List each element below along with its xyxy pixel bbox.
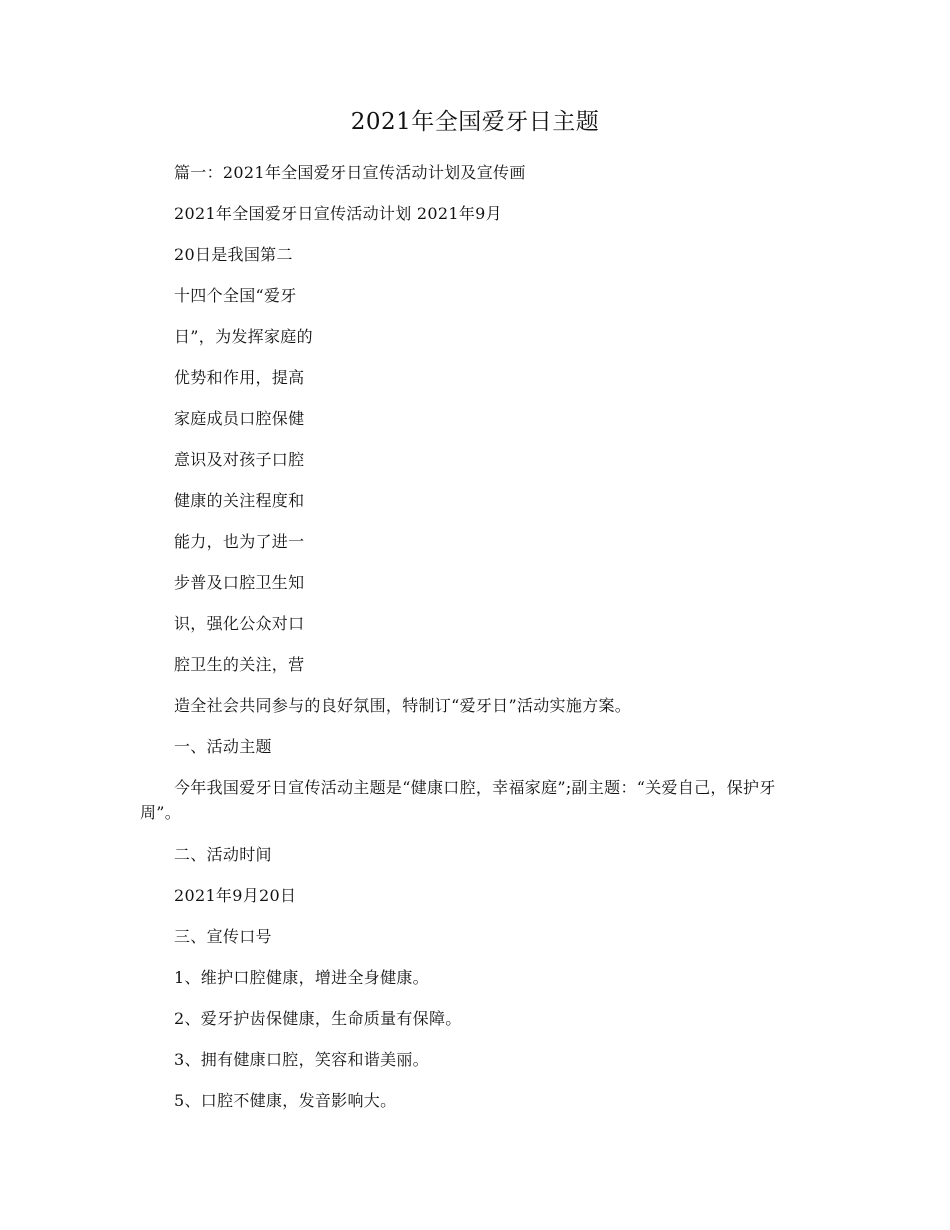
section-heading-time: 二、活动时间 bbox=[174, 845, 272, 864]
paragraph-5: 日”，为发挥家庭的 bbox=[174, 327, 313, 346]
slogan-item: 1、维护口腔健康，增进全身健康。 bbox=[174, 968, 429, 987]
paragraph-10: 能力，也为了进一 bbox=[174, 532, 305, 551]
paragraph-3: 20日是我国第二 bbox=[174, 245, 293, 264]
paragraph-14: 造全社会共同参与的良好氛围，特制订“爱牙日”活动实施方案。 bbox=[174, 696, 632, 715]
paragraph-8: 意识及对孩子口腔 bbox=[174, 450, 305, 469]
paragraph-9: 健康的关注程度和 bbox=[174, 491, 305, 510]
slogan-item: 2、爱牙护齿保健康，生命质量有保障。 bbox=[174, 1009, 462, 1028]
paragraph-12: 识，强化公众对口 bbox=[174, 614, 305, 633]
paragraph-2: 2021年全国爱牙日宣传活动计划 2021年9月 bbox=[174, 204, 502, 223]
paragraph-11: 步普及口腔卫生知 bbox=[174, 573, 305, 592]
paragraph-1: 篇一：2021年全国爱牙日宣传活动计划及宣传画 bbox=[174, 163, 526, 182]
section-heading-slogans: 三、宣传口号 bbox=[174, 927, 272, 946]
slogan-item: 3、拥有健康口腔，笑容和谐美丽。 bbox=[174, 1050, 429, 1069]
paragraph-7: 家庭成员口腔保健 bbox=[174, 409, 305, 428]
paragraph-theme-body: 今年我国爱牙日宣传活动主题是“健康口腔，幸福家庭”;副主题：“关爱自己，保护牙周”。 bbox=[140, 778, 776, 822]
document-title: 2021年全国爱牙日主题 bbox=[350, 109, 600, 135]
section-heading-theme: 一、活动主题 bbox=[174, 737, 272, 756]
paragraph-date: 2021年9月20日 bbox=[174, 886, 297, 905]
slogan-item: 5、口腔不健康，发音影响大。 bbox=[174, 1091, 397, 1110]
paragraph-4: 十四个全国“爱牙 bbox=[174, 286, 297, 305]
paragraph-13: 腔卫生的关注，营 bbox=[174, 655, 305, 674]
paragraph-6: 优势和作用，提高 bbox=[174, 368, 305, 387]
